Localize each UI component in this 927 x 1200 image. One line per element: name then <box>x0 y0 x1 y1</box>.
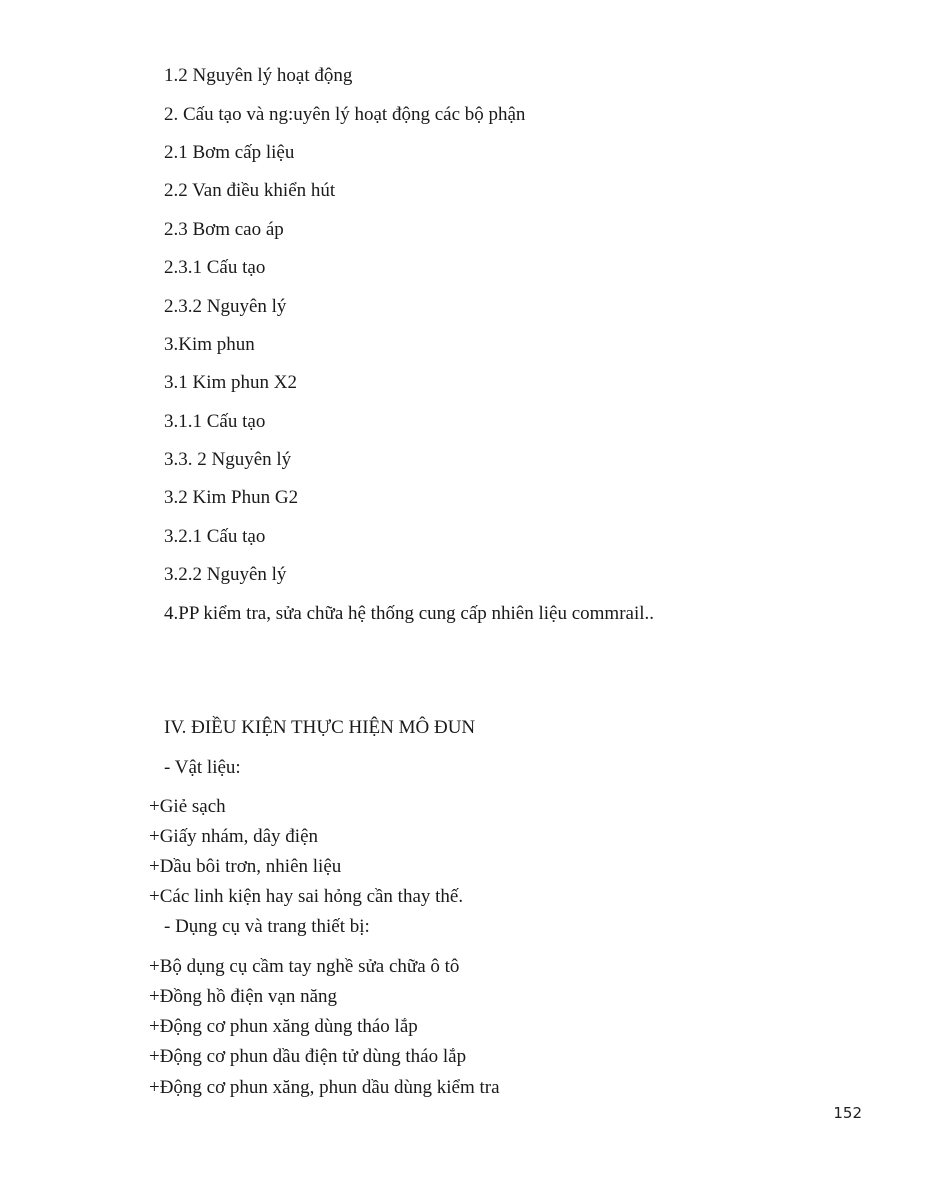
toc-item: 3.1.1 Cấu tạo <box>164 411 266 432</box>
toc-item: 3.2.2 Nguyên lý <box>164 564 287 585</box>
page-number: 152 <box>833 1104 862 1122</box>
toc-item: 2.1 Bơm cấp liệu <box>164 142 295 163</box>
toc-item: 2.3.2 Nguyên lý <box>164 296 287 317</box>
materials-item: +Các linh kiện hay sai hỏng cần thay thế. <box>149 886 464 907</box>
tools-item: +Bộ dụng cụ cầm tay nghề sửa chữa ô tô <box>149 956 460 977</box>
toc-item: 3.Kim phun <box>164 334 255 355</box>
materials-item: +Giẻ sạch <box>149 796 226 817</box>
toc-item: 2.3 Bơm cao áp <box>164 219 284 240</box>
toc-item: 3.3. 2 Nguyên lý <box>164 449 292 470</box>
tools-item: +Động cơ phun xăng, phun dầu dùng kiểm tra <box>149 1077 500 1098</box>
toc-item: 2. Cấu tạo và ng:uyên lý hoạt động các bộ phận <box>164 104 526 125</box>
materials-label: - Vật liệu: <box>164 757 241 778</box>
materials-item: +Dầu bôi trơn, nhiên liệu <box>149 856 342 877</box>
toc-item: 2.3.1 Cấu tạo <box>164 257 266 278</box>
section-heading: IV. ĐIỀU KIỆN THỰC HIỆN MÔ ĐUN <box>164 717 476 738</box>
tools-label: - Dụng cụ và trang thiết bị: <box>164 916 370 937</box>
toc-item: 1.2 Nguyên lý hoạt động <box>164 65 353 86</box>
toc-item: 2.2 Van điều khiển hút <box>164 180 336 201</box>
tools-item: +Động cơ phun xăng dùng tháo lắp <box>149 1016 418 1037</box>
toc-item: 3.2.1 Cấu tạo <box>164 526 266 547</box>
toc-item: 3.1 Kim phun X2 <box>164 372 297 393</box>
toc-item: 3.2 Kim Phun G2 <box>164 487 299 508</box>
tools-item: +Đồng hồ điện vạn năng <box>149 986 338 1007</box>
toc-item: 4.PP kiểm tra, sửa chữa hệ thống cung cấp nhiên liệu commrail.. <box>164 603 655 624</box>
tools-item: +Động cơ phun dầu điện tử dùng tháo lắp <box>149 1046 467 1067</box>
materials-item: +Giấy nhám, dây điện <box>149 826 319 847</box>
